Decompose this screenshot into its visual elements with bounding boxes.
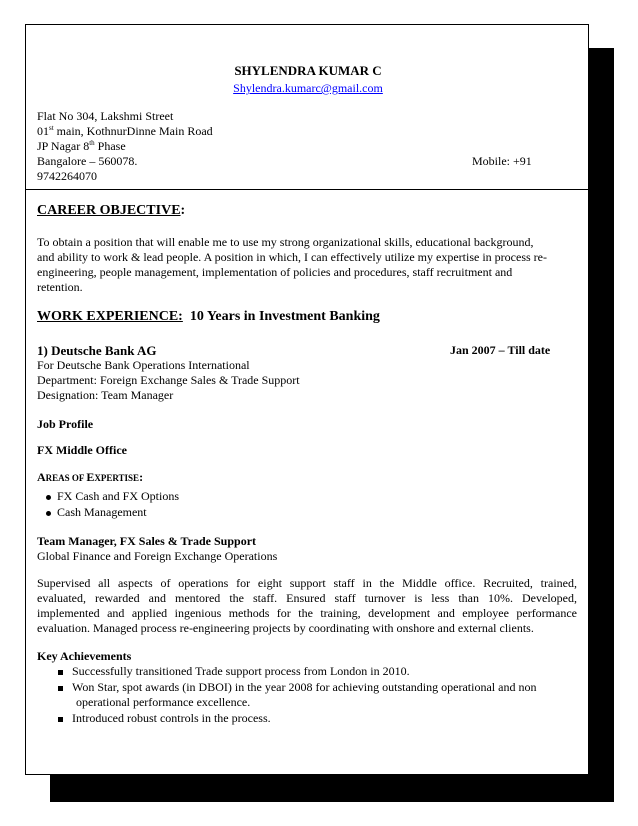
address-line-4: Bangalore – 560078. — [37, 154, 138, 168]
resume-page — [25, 24, 589, 775]
achievement-item: Introduced robust controls in the process. — [58, 711, 271, 726]
role-title: Team Manager, FX Sales & Trade Support — [37, 534, 257, 548]
candidate-name: SHYLENDRA KUMAR C — [234, 63, 382, 78]
areas-of-expertise-heading: AREAS OF EXPERTISE: — [37, 470, 144, 484]
role-subtitle: Global Finance and Foreign Exchange Operations — [37, 549, 278, 563]
bullet-square-icon — [58, 717, 63, 722]
expertise-item: FX Cash and FX Options — [46, 489, 179, 504]
mobile-label: Mobile: +91 — [472, 154, 532, 168]
bullet-square-icon — [58, 670, 63, 675]
achievement-item: Won Star, spot awards (in DBOI) in the year 2008 for achieving outstanding operational and non — [58, 680, 578, 695]
company-details: For Deutsche Bank Operations International Department: Foreign Exchange Sales & Trade Support Designation: Team Manager — [37, 358, 300, 402]
career-objective-heading: CAREER OBJECTIVE: — [37, 203, 186, 218]
achievement-item-continued: operational performance excellence. — [76, 695, 251, 709]
address-line-2: 01st main, KothnurDinne Main Road — [37, 124, 213, 138]
achievement-item: Successfully transitioned Trade support process from London in 2010. — [58, 664, 410, 679]
address-line-3: JP Nagar 8th Phase — [37, 139, 126, 153]
fx-middle-office-label: FX Middle Office — [37, 443, 127, 457]
career-objective-text: To obtain a position that will enable me to use my strong organizational skills, educational background, and ability to work & lead people. A position in which, I can effectively utilize my expertise in process re- engineering, people management, implementation of policies and procedures, staff recruitment and retention. — [37, 235, 547, 294]
employment-dates: Jan 2007 – Till date — [450, 343, 551, 357]
bullet-dot-icon — [46, 511, 51, 516]
bullet-square-icon — [58, 686, 63, 691]
address-line-1: Flat No 304, Lakshmi Street — [37, 109, 174, 123]
key-achievements-heading: Key Achievements — [37, 649, 132, 663]
phone-number: 9742264070 — [37, 169, 97, 183]
job-profile-label: Job Profile — [37, 417, 94, 431]
email-link[interactable]: Shylendra.kumarc@gmail.com — [233, 81, 383, 95]
bullet-dot-icon — [46, 495, 51, 500]
work-experience-heading: WORK EXPERIENCE: 10 Years in Investment Banking — [37, 309, 380, 324]
expertise-item: Cash Management — [46, 505, 147, 520]
role-summary: Supervised all aspects of operations for eight support staff in the Middle office. Recruited, trained, evaluated, rewarded and mentored the staff. Ensured staff turnover is less than 10%. Developed, implemented and applied ingenious methods for the training, development and employee performance evaluation. Managed process re-engineering projects by coordinating with onshore and external clients. — [37, 576, 577, 635]
header-divider — [26, 189, 589, 190]
company-name: 1) Deutsche Bank AG — [37, 343, 157, 358]
